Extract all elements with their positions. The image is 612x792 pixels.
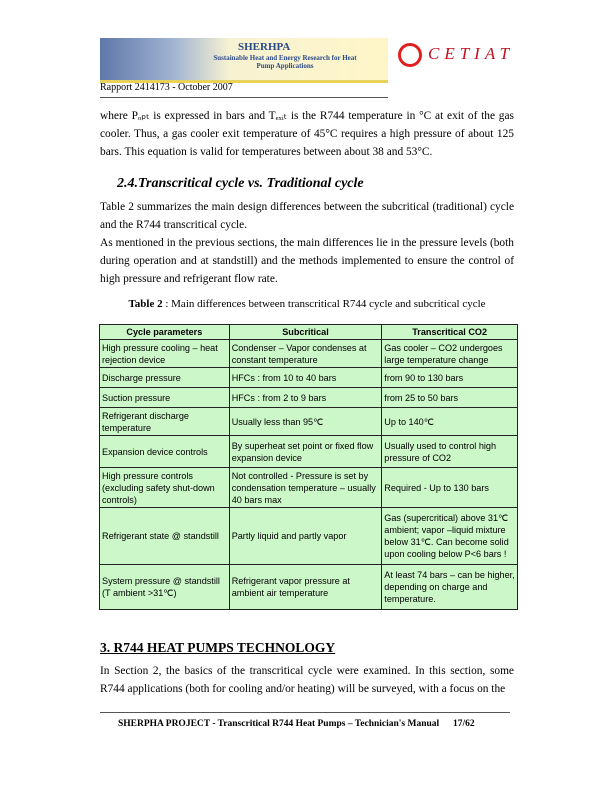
page-number: 17/62 bbox=[453, 719, 475, 729]
table-cell: Refrigerant vapor pressure at ambient air temperature bbox=[229, 565, 382, 610]
footer-divider bbox=[100, 712, 510, 713]
table-cell: Condenser – Vapor condenses at constant temperature bbox=[229, 340, 382, 368]
table-cell: Not controlled - Pressure is set by condensation temperature – usually 40 bars max bbox=[229, 468, 382, 508]
table-cell: Gas cooler – CO2 undergoes large temperature change bbox=[382, 340, 518, 368]
table-header: Transcritical CO2 bbox=[382, 325, 518, 340]
section-2-4-paragraph-1: Table 2 summarizes the main design differences between the subcritical (traditional) cycle and the R744 transcritical cycle. bbox=[100, 201, 514, 231]
table-row bbox=[100, 436, 518, 468]
cetiat-logo-icon bbox=[398, 43, 422, 67]
table-cell: Suction pressure bbox=[100, 388, 230, 408]
report-reference: Rapport 2414173 - October 2007 bbox=[100, 82, 233, 93]
comparison-table bbox=[99, 324, 518, 610]
table-row bbox=[100, 408, 518, 436]
table-cell: High pressure controls (excluding safety shut-down controls) bbox=[100, 468, 230, 508]
section-3-paragraph: In Section 2, the basics of the transcritical cycle were examined. In this section, some R744 applications (both for cooling and/or heating) will be surveyed, with a focus on the bbox=[100, 665, 514, 695]
table-cell: HFCs : from 10 to 40 bars bbox=[229, 368, 382, 388]
sherhpa-banner-logo bbox=[100, 38, 388, 83]
table-cell: Refrigerant discharge temperature bbox=[100, 408, 230, 436]
table-row bbox=[100, 468, 518, 508]
footer-text: SHERPHA PROJECT - Transcritical R744 Heat Pumps – Technician's Manual bbox=[118, 719, 440, 729]
table-cell: Partly liquid and partly vapor bbox=[229, 508, 382, 565]
table-row bbox=[100, 340, 518, 368]
table-cell: High pressure cooling – heat rejection device bbox=[100, 340, 230, 368]
table-caption-text: : Main differences between transcritical R744 cycle and subcritical cycle bbox=[162, 298, 486, 310]
table-caption-label: Table 2 bbox=[128, 298, 163, 310]
table-row bbox=[100, 565, 518, 610]
table-header: Cycle parameters bbox=[100, 325, 230, 340]
table-row bbox=[100, 388, 518, 408]
table-cell: Required - Up to 130 bars bbox=[382, 468, 518, 508]
table-cell: System pressure @ standstill (T ambient >31℃) bbox=[100, 565, 230, 610]
table-cell: Discharge pressure bbox=[100, 368, 230, 388]
intro-paragraph: where Pₒₚₜ is expressed in bars and Tₑₓᵢₜ is the R744 temperature in °C at exit of the gas cooler. Thus, a gas cooler exit temperature of 45°C requires a high pressure of about 125 bars. This equation is valid for temperatures between about 38 and 53°C. bbox=[100, 110, 514, 158]
table-cell: By superheat set point or fixed flow expansion device bbox=[229, 436, 382, 468]
table-row bbox=[100, 508, 518, 565]
section-heading-2-4: 2.4.Transcritical cycle vs. Traditional cycle bbox=[117, 176, 364, 191]
banner-title: SHERHPA bbox=[238, 41, 291, 53]
table-cell: from 25 to 50 bars bbox=[382, 388, 518, 408]
table-header: Subcritical bbox=[229, 325, 382, 340]
cetiat-logo-text: CETIAT bbox=[428, 44, 515, 63]
table-cell: Refrigerant state @ standstill bbox=[100, 508, 230, 565]
table-caption bbox=[100, 298, 514, 310]
table-cell: Usually used to control high pressure of CO2 bbox=[382, 436, 518, 468]
table-row bbox=[100, 368, 518, 388]
header-divider bbox=[100, 97, 388, 98]
table-cell: At least 74 bars – can be higher, depending on charge and temperature. bbox=[382, 565, 518, 610]
table-cell: Gas (supercritical) above 31℃ ambient; vapor –liquid mixture below 31℃. Can become solid upon cooling below P<6 bars ! bbox=[382, 508, 518, 565]
table-header-row bbox=[100, 325, 518, 340]
section-2-4-paragraph-2: As mentioned in the previous sections, the main differences lie in the pressure levels (both during operation and at standstill) and the methods implemented to ensure the control of high pressure and refrigerant flow rate. bbox=[100, 237, 514, 285]
table-cell: Up to 140℃ bbox=[382, 408, 518, 436]
table-cell: from 90 to 130 bars bbox=[382, 368, 518, 388]
table-cell: Usually less than 95℃ bbox=[229, 408, 382, 436]
banner-subtitle: Sustainable Heat and Energy Research for Heat Pump Applications bbox=[213, 54, 357, 70]
table-cell: Expansion device controls bbox=[100, 436, 230, 468]
section-heading-3: 3. R744 HEAT PUMPS TECHNOLOGY bbox=[100, 640, 336, 655]
table-cell: HFCs : from 2 to 9 bars bbox=[229, 388, 382, 408]
